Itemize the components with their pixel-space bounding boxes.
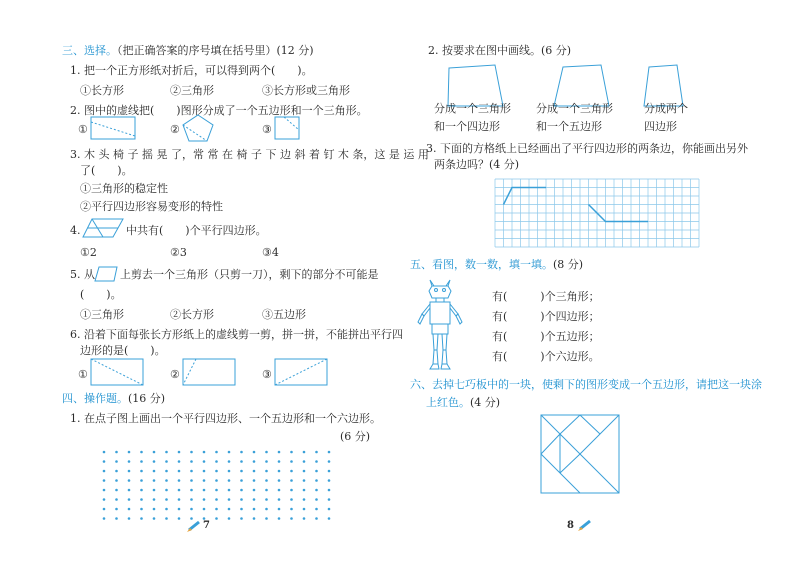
caption-3-line1: 分成两个 xyxy=(644,102,688,115)
grid-dot xyxy=(153,479,156,482)
grid-dot xyxy=(315,517,318,520)
grid-dot xyxy=(128,508,131,511)
section-6-title-line2 xyxy=(426,396,500,410)
grid-dot xyxy=(178,479,181,482)
grid-dot xyxy=(190,498,193,501)
grid-dot xyxy=(240,517,243,520)
grid-dot xyxy=(315,508,318,511)
grid-dot xyxy=(228,517,231,520)
grid-dot xyxy=(303,489,306,492)
grid-dot xyxy=(253,460,256,463)
grid-dot xyxy=(103,498,106,501)
q4-option-2: ②3 xyxy=(170,246,187,259)
grid-dot xyxy=(215,498,218,501)
section-3-note: （把正确答案的序号填在括号里）(12 分) xyxy=(117,44,314,57)
tangram-figure[interactable] xyxy=(540,414,620,494)
grid-dot xyxy=(153,460,156,463)
grid-dot xyxy=(278,498,281,501)
grid-dot xyxy=(140,489,143,492)
grid-dot xyxy=(115,489,118,492)
grid-dot xyxy=(240,498,243,501)
grid-dot xyxy=(315,489,318,492)
q5-option-3: ③五边形 xyxy=(262,308,306,321)
grid-dot xyxy=(128,460,131,463)
page-number-left: 7 xyxy=(203,520,210,531)
grid-dot xyxy=(228,489,231,492)
grid-dot xyxy=(228,508,231,511)
grid-dot xyxy=(203,489,206,492)
grid-dot xyxy=(165,517,168,520)
q1-option-1: ①长方形 xyxy=(80,84,124,97)
q3-stem-line1: 3. 木 头 椅 子 摇 晃 了，常 常 在 椅 子 下 边 斜 着 钉 木 条，这 是 运 用 xyxy=(70,148,429,161)
grid-dot xyxy=(290,517,293,520)
grid-dot xyxy=(190,489,193,492)
grid-dot xyxy=(253,479,256,482)
grid-dot xyxy=(190,470,193,473)
grid-dot xyxy=(115,470,118,473)
grid-dot xyxy=(328,508,331,511)
grid-dot xyxy=(278,451,281,454)
caption-3-line2: 四边形 xyxy=(644,120,677,133)
grid-dot xyxy=(328,498,331,501)
grid-dot xyxy=(128,517,131,520)
section-6-score: (4 分) xyxy=(470,396,501,409)
grid-dot xyxy=(303,498,306,501)
section-6-title-cont: 上红色。 xyxy=(426,396,470,409)
q2-stem: 2. 图中的虚线把( )图形分成了一个五边形和一个三角形。 xyxy=(70,104,368,117)
grid-dot xyxy=(165,508,168,511)
grid-dot xyxy=(315,460,318,463)
grid-dot xyxy=(190,508,193,511)
robot-figure xyxy=(416,278,466,372)
caption-2-line2: 和一个五边形 xyxy=(536,120,602,133)
grid-dot xyxy=(290,470,293,473)
grid-dot xyxy=(328,517,331,520)
q5-trapezoid-figure xyxy=(94,266,118,282)
section-6-title: 六、去掉七巧板中的一块，使剩下的图形变成一个五边形，请把这一块涂 xyxy=(410,378,762,391)
square-grid[interactable] xyxy=(494,178,702,248)
q2-pentagon-figure xyxy=(182,114,214,142)
grid-dot xyxy=(153,470,156,473)
q5-stem-line2: ( )。 xyxy=(80,288,122,301)
grid-dot xyxy=(115,460,118,463)
grid-dot xyxy=(278,460,281,463)
pencil-icon xyxy=(187,520,201,532)
grid-dot xyxy=(128,489,131,492)
grid-dot xyxy=(215,470,218,473)
grid-dot xyxy=(215,517,218,520)
grid-dot xyxy=(203,498,206,501)
grid-dot xyxy=(103,479,106,482)
section-6-title-line1 xyxy=(410,378,762,392)
grid-dot xyxy=(153,508,156,511)
section-5-title: 五、看图，数一数，填一填。 xyxy=(410,258,553,271)
grid-dot xyxy=(290,498,293,501)
grid-dot xyxy=(328,451,331,454)
grid-dot xyxy=(103,470,106,473)
grid-dot xyxy=(190,479,193,482)
grid-dot xyxy=(165,451,168,454)
q5-option-1: ①三角形 xyxy=(80,308,124,321)
grid-dot xyxy=(165,460,168,463)
section-4-title: 四、操作题。 xyxy=(62,392,128,405)
q6-stem-line1: 6. 沿着下面每张长方形纸上的虚线剪一剪，拼一拼，不能拼出平行四 xyxy=(70,328,403,341)
grid-dot xyxy=(115,508,118,511)
grid-dot xyxy=(115,517,118,520)
q4-number: 4. xyxy=(70,224,81,237)
grid-dot xyxy=(215,508,218,511)
grid-dot xyxy=(203,479,206,482)
q5-stem-end: 上剪去一个三角形（只剪一刀），剩下的部分不可能是 xyxy=(120,268,379,281)
q4-stem: 中共有( )个平行四边形。 xyxy=(126,224,267,237)
grid-dot xyxy=(303,517,306,520)
pencil-icon xyxy=(578,519,592,531)
grid-dot xyxy=(140,498,143,501)
grid-dot xyxy=(115,498,118,501)
grid-dot xyxy=(228,470,231,473)
grid-dot xyxy=(253,517,256,520)
grid-dot xyxy=(128,451,131,454)
grid-dot xyxy=(165,489,168,492)
grid-dot xyxy=(140,470,143,473)
grid-dot xyxy=(303,479,306,482)
count-pentagons: 有( )个五边形； xyxy=(492,330,600,343)
section-4-q1: 1. 在点子图上画出一个平行四边形、一个五边形和一个六边形。 xyxy=(70,412,381,425)
grid-dot xyxy=(303,508,306,511)
grid-dot xyxy=(253,451,256,454)
grid-dot xyxy=(178,451,181,454)
q6-rectangle-1 xyxy=(90,358,144,386)
count-quadrilaterals: 有( )个四边形； xyxy=(492,310,600,323)
q6-rectangle-3 xyxy=(274,358,328,386)
grid-dot xyxy=(128,479,131,482)
right-q2-stem: 2. 按要求在图中画线。(6 分) xyxy=(428,44,572,57)
grid-dot xyxy=(215,479,218,482)
grid-dot xyxy=(215,460,218,463)
grid-dot xyxy=(240,508,243,511)
grid-dot xyxy=(165,498,168,501)
grid-dot xyxy=(203,470,206,473)
dot-grid[interactable] xyxy=(100,448,340,524)
grid-dot xyxy=(253,489,256,492)
grid-dot xyxy=(290,460,293,463)
grid-dot xyxy=(315,498,318,501)
grid-dot xyxy=(140,451,143,454)
grid-dot xyxy=(215,451,218,454)
q1-stem: 1. 把一个正方形纸对折后，可以得到两个( )。 xyxy=(70,64,313,77)
grid-dot xyxy=(103,517,106,520)
q3-option-1: ①三角形的稳定性 xyxy=(80,182,168,195)
grid-dot xyxy=(240,460,243,463)
section-4-q1-score: (6 分) xyxy=(340,430,371,443)
grid-dot xyxy=(140,517,143,520)
grid-dot xyxy=(103,460,106,463)
q5-option-2: ②长方形 xyxy=(170,308,214,321)
grid-dot xyxy=(153,489,156,492)
q2-square-figure xyxy=(274,116,300,140)
q2-option-3-label: ③ xyxy=(262,123,272,136)
grid-dot xyxy=(178,470,181,473)
grid-dot xyxy=(228,460,231,463)
q1-option-3: ③长方形或三角形 xyxy=(262,84,350,97)
grid-dot xyxy=(140,460,143,463)
section-5-score: (8 分) xyxy=(553,258,584,271)
section-4-heading xyxy=(62,392,165,406)
grid-dot xyxy=(203,460,206,463)
grid-dot xyxy=(278,517,281,520)
page-number-right: 8 xyxy=(567,520,574,531)
grid-dot xyxy=(128,470,131,473)
grid-dot xyxy=(203,508,206,511)
q4-parallelogram-figure xyxy=(82,218,124,238)
q6-option-1-label: ① xyxy=(78,368,88,381)
grid-dot xyxy=(253,508,256,511)
grid-dot xyxy=(265,460,268,463)
grid-dot xyxy=(240,479,243,482)
right-q3-stem-line1: 3. 下面的方格纸上已经画出了平行四边形的两条边，你能画出另外 xyxy=(426,142,748,155)
grid-dot xyxy=(303,470,306,473)
grid-dot xyxy=(203,451,206,454)
grid-dot xyxy=(265,517,268,520)
grid-dot xyxy=(328,460,331,463)
grid-dot xyxy=(290,508,293,511)
q6-option-2-label: ② xyxy=(170,368,180,381)
right-q3-stem-line2: 两条边吗？(4 分) xyxy=(434,158,520,171)
grid-dot xyxy=(103,451,106,454)
grid-dot xyxy=(215,489,218,492)
grid-dot xyxy=(140,479,143,482)
grid-dot xyxy=(328,470,331,473)
grid-dot xyxy=(253,498,256,501)
q2-option-2-label: ② xyxy=(170,123,180,136)
grid-dot xyxy=(103,489,106,492)
grid-dot xyxy=(240,451,243,454)
grid-dot xyxy=(165,479,168,482)
q4-option-1: ①2 xyxy=(80,246,97,259)
grid-dot xyxy=(228,451,231,454)
q2-rectangle-figure xyxy=(90,116,136,140)
q3-stem-line2: 了( )。 xyxy=(80,164,133,177)
q6-rectangle-2 xyxy=(182,358,236,386)
grid-dot xyxy=(265,479,268,482)
grid-dot xyxy=(115,451,118,454)
grid-dot xyxy=(190,460,193,463)
grid-dot xyxy=(265,498,268,501)
grid-dot xyxy=(265,508,268,511)
grid-dot xyxy=(278,489,281,492)
section-4-score: (16 分) xyxy=(128,392,166,405)
grid-dot xyxy=(140,508,143,511)
section-5-heading xyxy=(410,258,583,272)
q5-stem-start: 5. 从 xyxy=(70,268,95,281)
grid-dot xyxy=(315,470,318,473)
q1-option-2: ②三角形 xyxy=(170,84,214,97)
grid-dot xyxy=(115,479,118,482)
grid-dot xyxy=(265,470,268,473)
grid-dot xyxy=(103,508,106,511)
grid-dot xyxy=(228,498,231,501)
grid-dot xyxy=(178,489,181,492)
grid-dot xyxy=(328,489,331,492)
grid-dot xyxy=(240,489,243,492)
grid-dot xyxy=(315,451,318,454)
section-3-title: 三、选择。 xyxy=(62,44,117,57)
grid-dot xyxy=(278,479,281,482)
grid-dot xyxy=(178,498,181,501)
caption-1-line1: 分成一个三角形 xyxy=(434,102,511,115)
grid-dot xyxy=(228,479,231,482)
q4-option-3: ③4 xyxy=(262,246,279,259)
count-hexagons: 有( )个六边形。 xyxy=(492,350,600,363)
grid-dot xyxy=(190,451,193,454)
grid-dot xyxy=(178,508,181,511)
grid-dot xyxy=(278,508,281,511)
section-3-heading xyxy=(62,44,314,58)
grid-dot xyxy=(290,489,293,492)
grid-dot xyxy=(178,460,181,463)
grid-dot xyxy=(253,470,256,473)
q6-option-3-label: ③ xyxy=(262,368,272,381)
grid-dot xyxy=(315,479,318,482)
grid-dot xyxy=(265,489,268,492)
grid-dot xyxy=(290,479,293,482)
q2-option-1-label: ① xyxy=(78,123,88,136)
grid-dot xyxy=(153,517,156,520)
grid-dot xyxy=(265,451,268,454)
grid-dot xyxy=(303,451,306,454)
caption-2-line1: 分成一个三角形 xyxy=(536,102,613,115)
grid-dot xyxy=(128,498,131,501)
grid-dot xyxy=(153,498,156,501)
grid-dot xyxy=(303,460,306,463)
grid-dot xyxy=(278,470,281,473)
count-triangles: 有( )个三角形； xyxy=(492,290,600,303)
grid-dot xyxy=(328,479,331,482)
caption-1-line2: 和一个四边形 xyxy=(434,120,500,133)
grid-dot xyxy=(178,517,181,520)
q3-option-2: ②平行四边形容易变形的特性 xyxy=(80,200,223,213)
grid-dot xyxy=(165,470,168,473)
grid-dot xyxy=(240,470,243,473)
q6-stem-line2: 边形的是( )。 xyxy=(80,344,166,357)
grid-dot xyxy=(153,451,156,454)
grid-dot xyxy=(290,451,293,454)
